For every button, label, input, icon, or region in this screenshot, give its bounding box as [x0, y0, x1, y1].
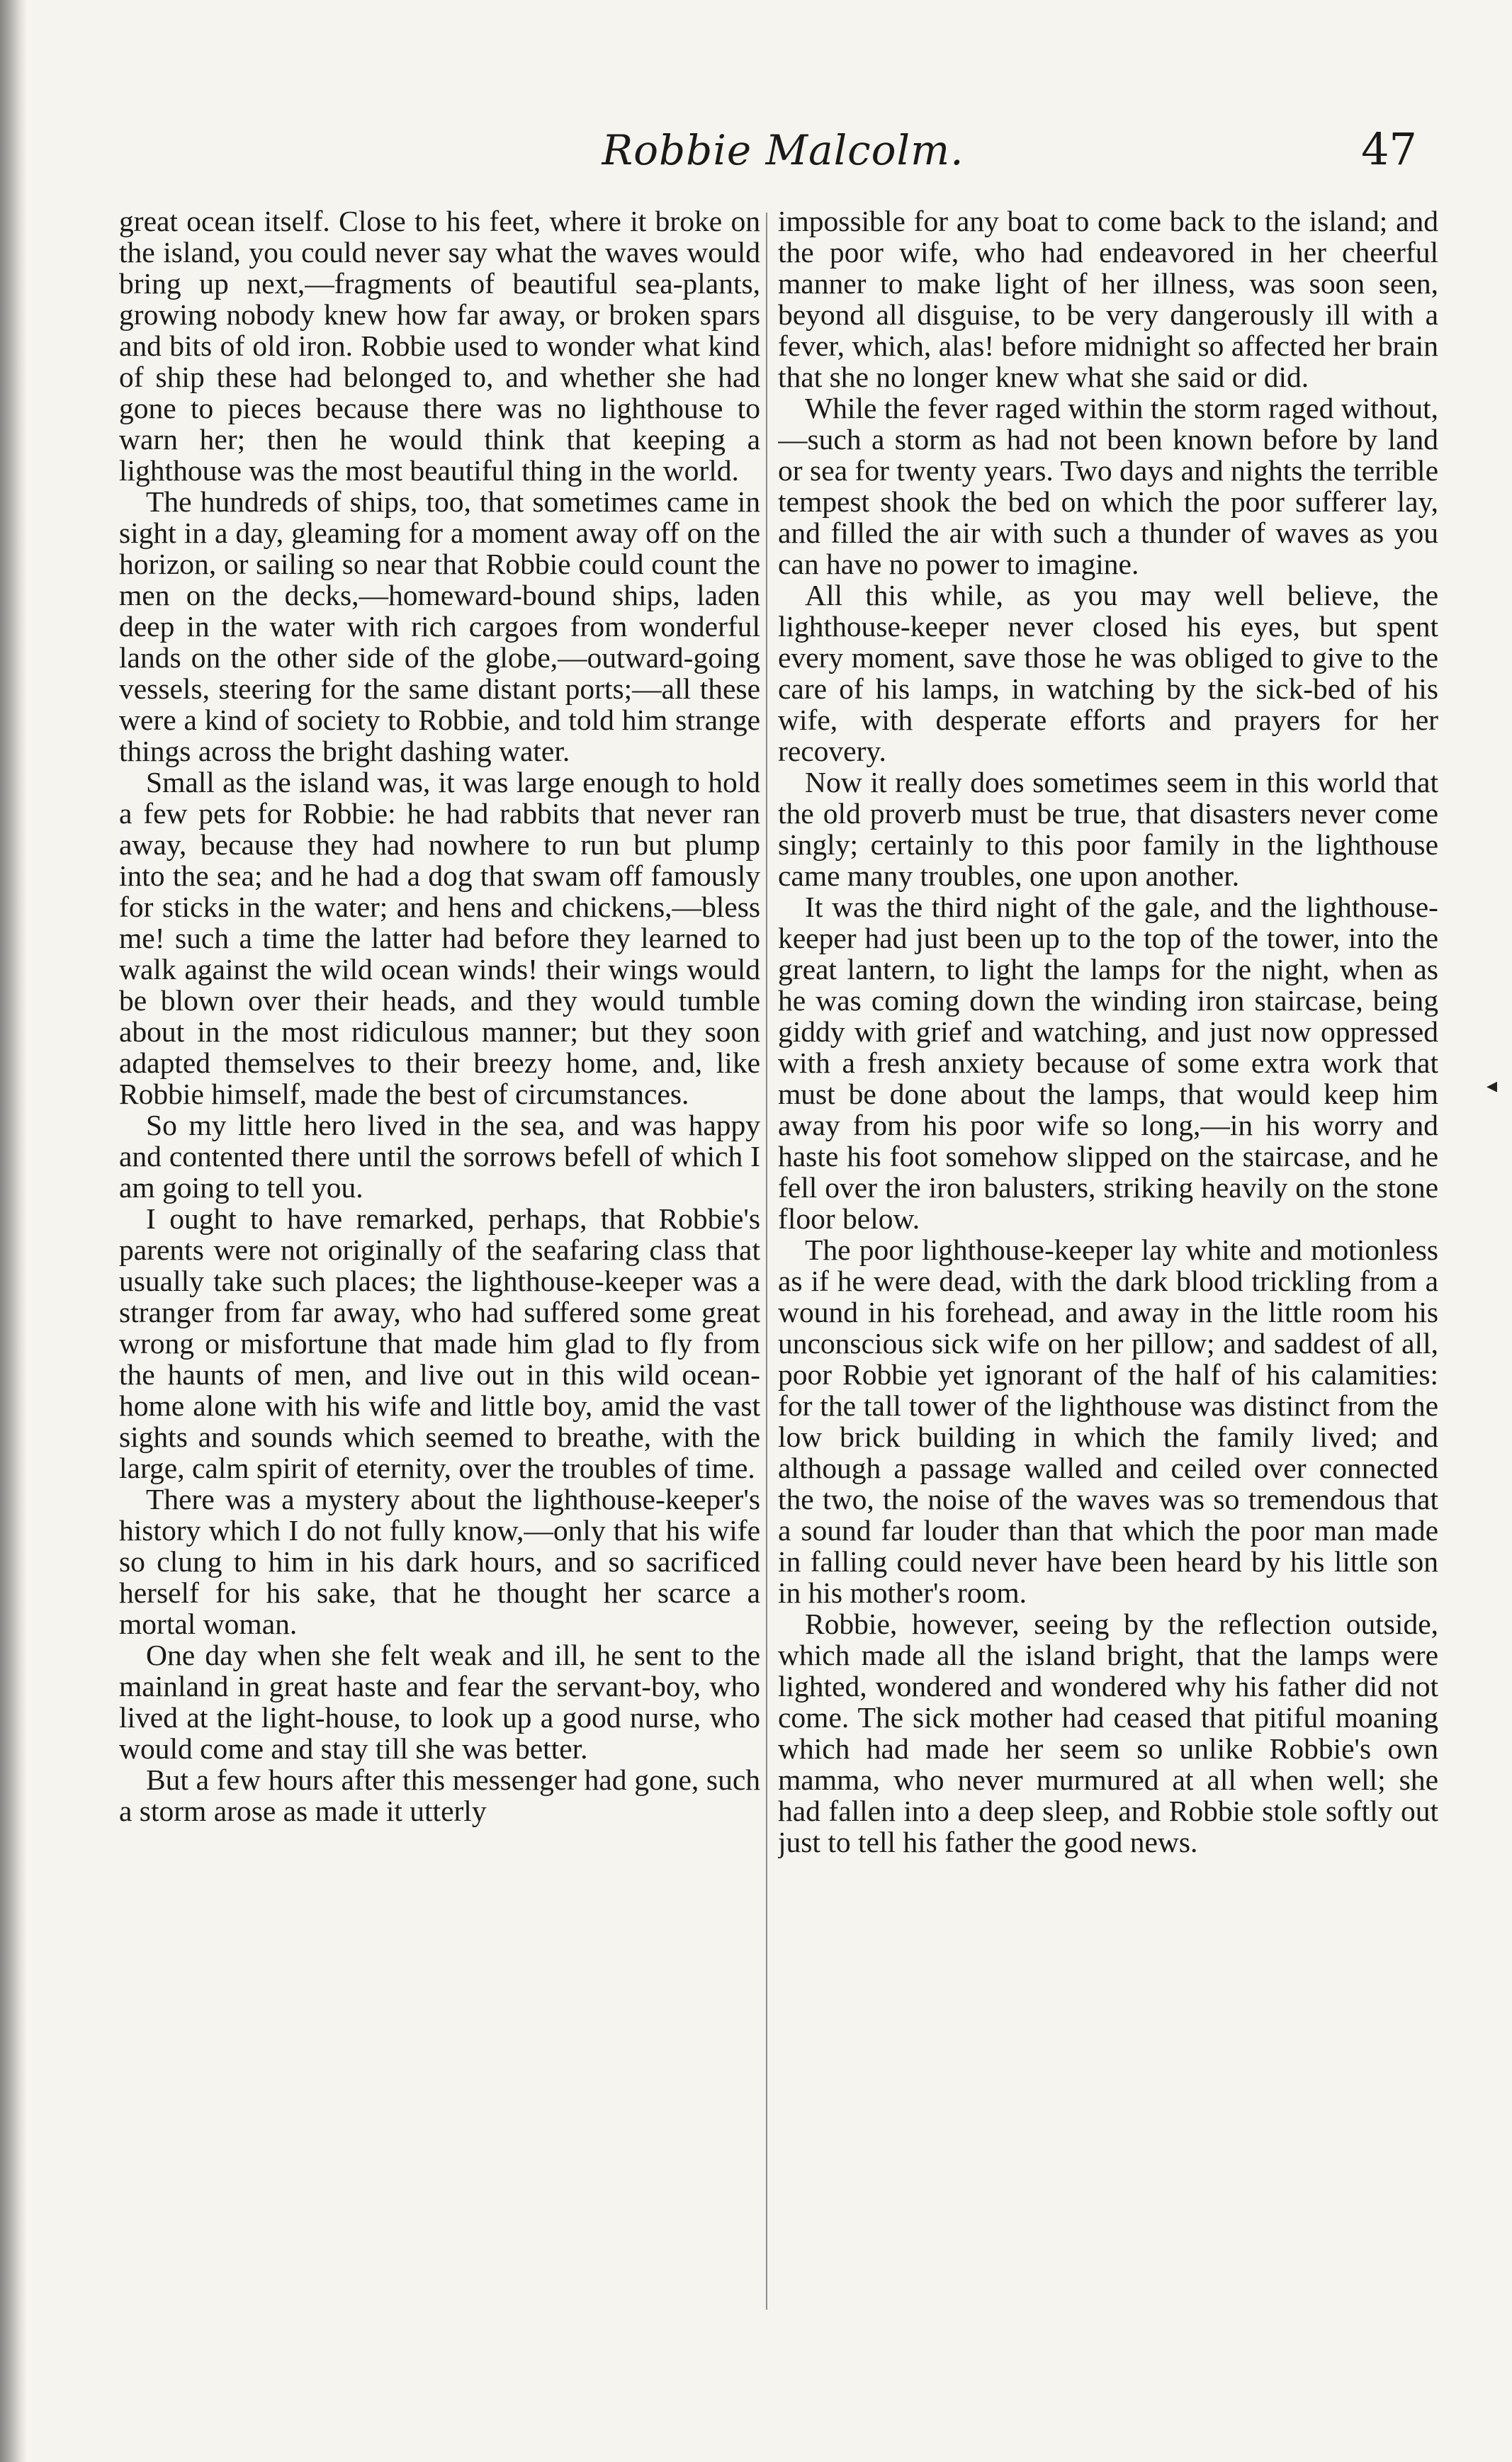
paragraph: impossible for any boat to come back to the island; and the poor wife, who had endeavored in her cheerful manner to make light of her illness, was soon seen, beyond all disguise, to be very dangerously ill with a fever, which, alas! before midnight so affected her brain that she no longer knew what she said or did. [778, 205, 1438, 393]
paragraph: I ought to have remarked, perhaps, that Robbie's parents were not originally of the seafaring class that usually take such places; the lighthouse-keeper was a stranger from far away, who had suffered some great wrong or misfortune that made him glad to fly from the haunts of men, and live out in this wild ocean-home alone with his wife and little boy, amid the vast sights and sounds which seemed to breathe, with the large, calm spirit of eternity, over the troubles of time. [119, 1202, 760, 1484]
right-column [778, 205, 1438, 2324]
paragraph: All this while, as you may well believe, the lighthouse-keeper never closed his eyes, but spent every moment, save those he was obliged to give to the care of his lamps, in watching by the sick-bed of his wife, with desperate efforts and prayers for her recovery. [778, 579, 1438, 767]
margin-mark-icon: ◂ [1486, 1073, 1498, 1098]
running-title: Robbie Malcolm. [602, 126, 964, 174]
column-divider [766, 213, 767, 2310]
paragraph: There was a mystery about the lighthouse-keeper's history which I do not fully know,—only that his wife so clung to him in his dark hours, and so sacrificed herself for his sake, that he thought her scarce a mortal woman. [119, 1483, 760, 1640]
page-header [120, 123, 1445, 183]
paragraph: While the fever raged within the storm raged without,—such a storm as had not been known before by land or sea for twenty years. Two days and nights the terrible tempest shook the bed on which the poor sufferer lay, and filled the air with such a thunder of waves as you can have no power to imagine. [778, 392, 1438, 580]
page-number: 47 [1361, 123, 1417, 175]
paragraph: Now it really does sometimes seem in this world that the old proverb must be true, that disasters never come singly; certainly to this poor family in the lighthouse came many troubles, one upon another. [778, 766, 1438, 892]
paragraph: The poor lighthouse-keeper lay white and motionless as if he were dead, with the dark blood trickling from a wound in his forehead, and away in the little room his unconscious sick wife on her pillow; and saddest of all, poor Robbie yet ignorant of the half of his calamities: for the tall tower of the lighthouse was distinct from the low brick building in which the family lived; and although a passage walled and ceiled over connected the two, the noise of the waves was so tremendous that a sound far louder than that which the poor man made in falling could never have been heard by his little son in his mother's room. [778, 1233, 1438, 1609]
left-column [119, 205, 760, 2324]
paragraph: It was the third night of the gale, and the lighthouse-keeper had just been up to the top of the tower, into the great lantern, to light the lamps for the night, when as he was coming down the winding iron staircase, being giddy with grief and watching, and just now oppressed with a fresh anxiety because of some extra work that must be done about the lamps, that would keep him away from his poor wife so long,—in his worry and haste his foot somehow slipped on the staircase, and he fell over the iron balusters, striking heavily on the stone floor below. [778, 891, 1438, 1235]
page-binding-edge [0, 0, 27, 2462]
paragraph: So my little hero lived in the sea, and was happy and contented there until the sorrows befell of which I am going to tell you. [119, 1109, 760, 1204]
paragraph: Small as the island was, it was large enough to hold a few pets for Robbie: he had rabbits that never ran away, because they had nowhere to run but plump into the sea; and he had a dog that swam off famously for sticks in the water; and hens and chickens,—bless me! such a time the latter had before they learned to walk against the wild ocean winds! their wings would be blown over their heads, and they would tumble about in the most ridiculous manner; but they soon adapted themselves to their breezy home, and, like Robbie himself, made the best of circumstances. [119, 766, 760, 1110]
paragraph: Robbie, however, seeing by the reflection outside, which made all the island bright, that the lamps were lighted, wondered and wondered why his father did not come. The sick mother had ceased that pitiful moaning which had made her seem so unlike Robbie's own mamma, who never murmured at all when well; she had fallen into a deep sleep, and Robbie stole softly out just to tell his father the good news. [778, 1608, 1438, 1858]
paragraph: One day when she felt weak and ill, he sent to the mainland in great haste and fear the servant-boy, who lived at the light-house, to look up a good nurse, who would come and stay till she was better. [119, 1639, 760, 1765]
paragraph: great ocean itself. Close to his feet, where it broke on the island, you could never say what the waves would bring up next,—fragments of beautiful sea-plants, growing nobody knew how far away, or broken spars and bits of old iron. Robbie used to wonder what kind of ship these had belonged to, and whether she had gone to pieces because there was no lighthouse to warn her; then he would think that keeping a lighthouse was the most beautiful thing in the world. [119, 205, 760, 487]
paragraph: The hundreds of ships, too, that sometimes came in sight in a day, gleaming for a moment away off on the horizon, or sailing so near that Robbie could count the men on the decks,—homeward-bound ships, laden deep in the water with rich cargoes from wonderful lands on the other side of the globe,—outward-going vessels, steering for the same distant ports;—all these were a kind of society to Robbie, and told him strange things across the bright dashing water. [119, 485, 760, 767]
paragraph: But a few hours after this messenger had gone, such a storm arose as made it utterly [119, 1763, 760, 1827]
